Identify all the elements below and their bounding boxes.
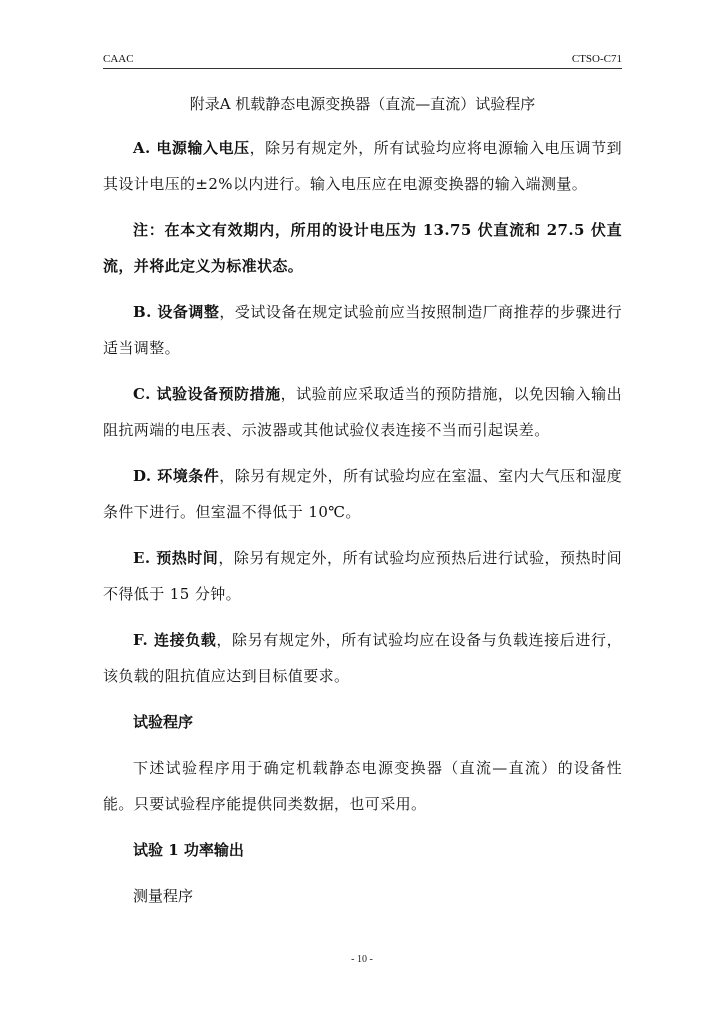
document-body: [103, 130, 622, 924]
section-b: [103, 294, 622, 366]
procedure-paragraph: 下述试验程序用于确定机载静态电源变换器（直流—直流）的设备性能。只要试验程序能提供同类数据，也可采用。: [103, 759, 622, 813]
test1-heading: 试验 1 功率输出: [133, 841, 244, 859]
section-b-lead: B. 设备调整: [133, 303, 220, 321]
header-doc-id: CTSO-C71: [571, 53, 622, 65]
page-header: [103, 52, 622, 69]
appendix-title: 附录A 机载静态电源变换器（直流—直流）试验程序: [189, 95, 536, 113]
note-paragraph: 注：在本文有效期内，所用的设计电压为 13.75 伏直流和 27.5 伏直流，并将此定义为标准状态。: [103, 221, 622, 275]
section-e: [103, 540, 622, 612]
section-b-text: ，受试设备在规定试验前应当按照制造厂商推荐的步骤进行适当调整。: [103, 303, 622, 357]
section-f: [103, 622, 622, 694]
section-f-text: ，除另有规定外，所有试验均应在设备与负载连接后进行，该负载的阻抗值应达到目标值要求。: [103, 631, 622, 685]
section-e-text: ，除另有规定外，所有试验均应预热后进行试验，预热时间不得低于 15 分钟。: [103, 549, 623, 603]
test1-subheading: 测量程序: [133, 887, 194, 905]
section-a: [103, 130, 622, 202]
section-d-text: ，除另有规定外，所有试验均应在室温、室内大气压和湿度条件下进行。但室温不得低于 10℃。: [103, 467, 623, 521]
section-c: [103, 376, 622, 448]
section-c-text: ，试验前应采取适当的预防措施，以免因输入输出阻抗两端的电压表、示波器或其他试验仪表连接不当而引起误差。: [103, 385, 622, 439]
section-e-lead: E. 预热时间: [133, 549, 219, 567]
page-number: - 10 -: [351, 954, 373, 965]
section-a-lead: A. 电源输入电压: [133, 139, 250, 157]
procedure-heading: 试验程序: [133, 713, 194, 731]
section-a-text: ，除另有规定外，所有试验均应将电源输入电压调节到其设计电压的±2%以内进行。输入电压应在电源变换器的输入端测量。: [103, 139, 623, 193]
section-c-lead: C. 试验设备预防措施: [133, 385, 281, 403]
section-f-lead: F. 连接负载: [133, 631, 217, 649]
section-d-lead: D. 环境条件: [133, 467, 220, 485]
section-d: [103, 458, 622, 530]
header-org: CAAC: [103, 53, 134, 65]
